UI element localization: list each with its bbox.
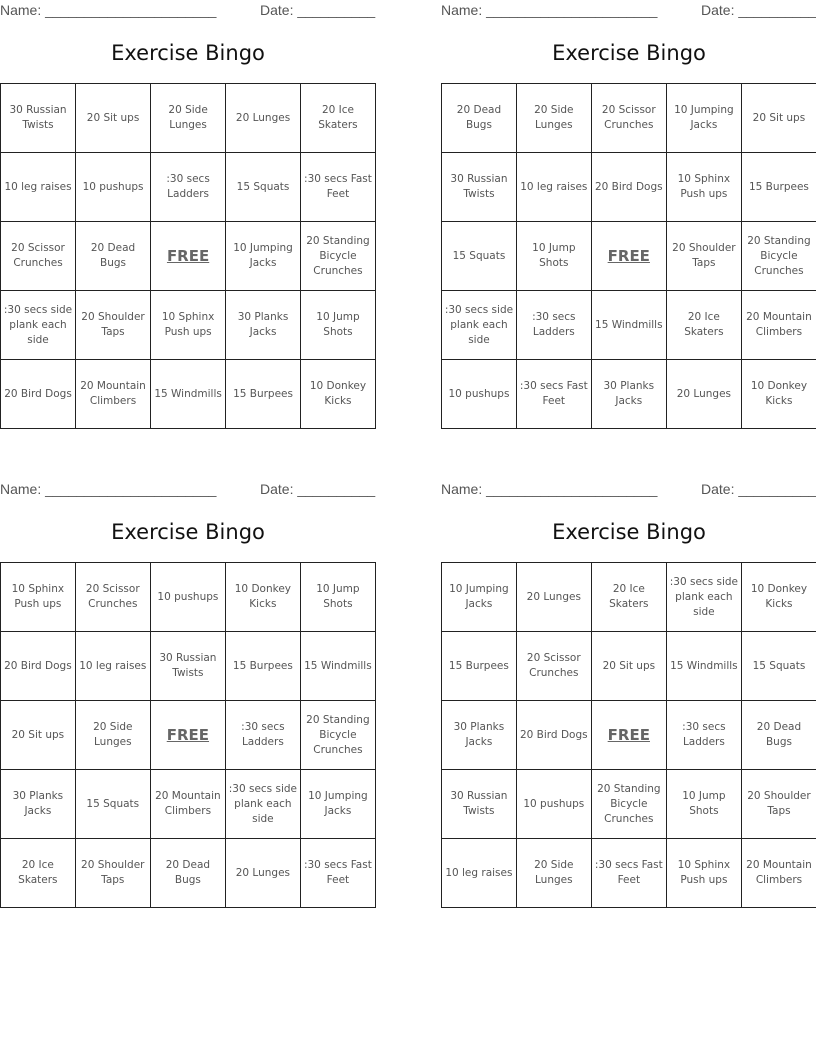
bingo-cell: 20 Lunges bbox=[666, 360, 741, 429]
bingo-cell: 20 Scissor Crunches bbox=[516, 632, 591, 701]
bingo-cell: 10 leg raises bbox=[1, 153, 76, 222]
bingo-cell: 10 leg raises bbox=[516, 153, 591, 222]
bingo-cell: 15 Burpees bbox=[225, 632, 300, 701]
bingo-cell: 15 Windmills bbox=[591, 291, 666, 360]
name-line: Name: ______________________ bbox=[441, 2, 658, 18]
bingo-cell: 10 Donkey Kicks bbox=[300, 360, 375, 429]
bingo-row bbox=[442, 770, 816, 839]
bingo-cell: 20 Bird Dogs bbox=[1, 360, 76, 429]
name-line: Name: ______________________ bbox=[441, 481, 658, 497]
bingo-row bbox=[1, 632, 376, 701]
bingo-cell: 20 Ice Skaters bbox=[300, 84, 375, 153]
bingo-cell: 20 Mountain Climbers bbox=[150, 770, 225, 839]
bingo-cell: :30 secs Fast Feet bbox=[300, 839, 375, 908]
name-line: Name: ______________________ bbox=[0, 2, 217, 18]
bingo-cell: 15 Squats bbox=[75, 770, 150, 839]
bingo-row bbox=[1, 563, 376, 632]
bingo-cell: :30 secs Ladders bbox=[516, 291, 591, 360]
bingo-cell: 10 Sphinx Push ups bbox=[1, 563, 76, 632]
bingo-cell: 10 leg raises bbox=[75, 632, 150, 701]
bingo-cell: :30 secs side plank each side bbox=[1, 291, 76, 360]
bingo-row bbox=[1, 770, 376, 839]
bingo-cell: 20 Lunges bbox=[516, 563, 591, 632]
card-title: Exercise Bingo bbox=[111, 41, 265, 65]
bingo-row bbox=[1, 360, 376, 429]
bingo-cell: 15 Squats bbox=[226, 153, 301, 222]
bingo-cell: 20 Standing Bicycle Crunches bbox=[591, 770, 666, 839]
bingo-cell: 10 pushups bbox=[76, 153, 151, 222]
bingo-cell: 10 Sphinx Push ups bbox=[666, 153, 741, 222]
bingo-cell: 15 Squats bbox=[442, 222, 517, 291]
bingo-row bbox=[442, 84, 816, 153]
bingo-cell: 20 Sit ups bbox=[76, 84, 151, 153]
bingo-cell: 15 Burpees bbox=[442, 632, 517, 701]
bingo-cell: 20 Ice Skaters bbox=[1, 839, 76, 908]
bingo-row bbox=[1, 839, 376, 908]
bingo-cell: 20 Sit ups bbox=[741, 84, 816, 153]
bingo-cell: 20 Shoulder Taps bbox=[666, 222, 741, 291]
card-header bbox=[0, 479, 376, 501]
bingo-card-4 bbox=[441, 479, 816, 886]
free-cell: FREE bbox=[151, 222, 226, 291]
bingo-cell: 30 Russian Twists bbox=[150, 632, 225, 701]
bingo-row bbox=[442, 360, 816, 429]
bingo-cell: 10 Jump Shots bbox=[666, 770, 741, 839]
bingo-row bbox=[1, 222, 376, 291]
bingo-row bbox=[442, 153, 816, 222]
bingo-cell: 30 Planks Jacks bbox=[1, 770, 76, 839]
bingo-cell: 10 pushups bbox=[442, 360, 517, 429]
bingo-cell: 10 leg raises bbox=[442, 839, 517, 908]
bingo-cell: 20 Bird Dogs bbox=[516, 701, 591, 770]
bingo-cell: 20 Standing Bicycle Crunches bbox=[741, 222, 816, 291]
bingo-cell: 20 Side Lunges bbox=[516, 839, 591, 908]
bingo-cell: 20 Side Lunges bbox=[151, 84, 226, 153]
bingo-cell: 10 Jump Shots bbox=[300, 563, 375, 632]
bingo-cell: 30 Planks Jacks bbox=[226, 291, 301, 360]
bingo-cell: 20 Mountain Climbers bbox=[741, 839, 816, 908]
card-title: Exercise Bingo bbox=[552, 520, 706, 544]
bingo-card-1 bbox=[0, 0, 376, 407]
bingo-cell: 20 Scissor Crunches bbox=[75, 563, 150, 632]
bingo-cell: 30 Russian Twists bbox=[1, 84, 76, 153]
bingo-cell: 20 Mountain Climbers bbox=[76, 360, 151, 429]
bingo-cell: 20 Bird Dogs bbox=[1, 632, 76, 701]
bingo-cell: 20 Sit ups bbox=[1, 701, 76, 770]
bingo-cell: 20 Scissor Crunches bbox=[591, 84, 666, 153]
bingo-cell: :30 secs side plank each side bbox=[442, 291, 517, 360]
bingo-cell: 20 Lunges bbox=[225, 839, 300, 908]
bingo-cell: 20 Mountain Climbers bbox=[741, 291, 816, 360]
bingo-cell: 10 Jumping Jacks bbox=[226, 222, 301, 291]
bingo-cell: 10 Sphinx Push ups bbox=[151, 291, 226, 360]
bingo-grid bbox=[0, 83, 376, 429]
bingo-cell: :30 secs Ladders bbox=[151, 153, 226, 222]
bingo-cell: 30 Russian Twists bbox=[442, 153, 517, 222]
bingo-cell: 20 Dead Bugs bbox=[442, 84, 517, 153]
card-title: Exercise Bingo bbox=[552, 41, 706, 65]
bingo-cell: 10 Donkey Kicks bbox=[741, 360, 816, 429]
bingo-card-3 bbox=[0, 479, 376, 886]
bingo-row bbox=[442, 701, 816, 770]
bingo-cell: 20 Dead Bugs bbox=[76, 222, 151, 291]
bingo-cell: :30 secs side plank each side bbox=[666, 563, 741, 632]
card-title: Exercise Bingo bbox=[111, 520, 265, 544]
free-cell: FREE bbox=[591, 701, 666, 770]
bingo-cell: 20 Side Lunges bbox=[516, 84, 591, 153]
bingo-row bbox=[442, 839, 816, 908]
bingo-cell: :30 secs Ladders bbox=[666, 701, 741, 770]
bingo-cell: 10 pushups bbox=[150, 563, 225, 632]
bingo-cell: 20 Ice Skaters bbox=[666, 291, 741, 360]
bingo-row bbox=[442, 632, 816, 701]
bingo-cell: :30 secs Fast Feet bbox=[591, 839, 666, 908]
bingo-cell: 20 Shoulder Taps bbox=[75, 839, 150, 908]
bingo-cell: 20 Shoulder Taps bbox=[76, 291, 151, 360]
bingo-row bbox=[1, 291, 376, 360]
bingo-cell: 20 Dead Bugs bbox=[150, 839, 225, 908]
card-header bbox=[0, 0, 376, 22]
bingo-row bbox=[1, 84, 376, 153]
bingo-cell: 15 Windmills bbox=[300, 632, 375, 701]
bingo-row bbox=[442, 291, 816, 360]
bingo-row bbox=[442, 563, 816, 632]
bingo-cell: 10 Donkey Kicks bbox=[225, 563, 300, 632]
bingo-cell: 20 Sit ups bbox=[591, 632, 666, 701]
bingo-row bbox=[442, 222, 816, 291]
bingo-cell: 15 Burpees bbox=[226, 360, 301, 429]
bingo-cell: 10 Jumping Jacks bbox=[666, 84, 741, 153]
bingo-cell: 15 Burpees bbox=[741, 153, 816, 222]
date-line: Date: __________ bbox=[701, 2, 816, 18]
card-header bbox=[441, 479, 816, 501]
bingo-cell: 20 Shoulder Taps bbox=[741, 770, 816, 839]
bingo-grid bbox=[441, 562, 816, 908]
bingo-cell: 30 Russian Twists bbox=[442, 770, 517, 839]
date-line: Date: __________ bbox=[701, 481, 816, 497]
bingo-cell: 10 Jumping Jacks bbox=[300, 770, 375, 839]
bingo-grid bbox=[441, 83, 816, 429]
bingo-card-2 bbox=[441, 0, 816, 407]
bingo-cell: :30 secs Fast Feet bbox=[516, 360, 591, 429]
date-line: Date: __________ bbox=[260, 481, 376, 497]
bingo-cell: 15 Windmills bbox=[151, 360, 226, 429]
bingo-cell: 20 Ice Skaters bbox=[591, 563, 666, 632]
bingo-cell: :30 secs Ladders bbox=[225, 701, 300, 770]
bingo-cell: 20 Side Lunges bbox=[75, 701, 150, 770]
free-cell: FREE bbox=[150, 701, 225, 770]
bingo-cell: 30 Planks Jacks bbox=[591, 360, 666, 429]
bingo-grid bbox=[0, 562, 376, 908]
bingo-row bbox=[1, 701, 376, 770]
bingo-cell: 20 Lunges bbox=[226, 84, 301, 153]
bingo-cell: 10 Jumping Jacks bbox=[442, 563, 517, 632]
bingo-cell: 15 Squats bbox=[741, 632, 816, 701]
bingo-cell: 10 Sphinx Push ups bbox=[666, 839, 741, 908]
bingo-cell: 30 Planks Jacks bbox=[442, 701, 517, 770]
bingo-cell: 20 Dead Bugs bbox=[741, 701, 816, 770]
bingo-cell: 20 Standing Bicycle Crunches bbox=[300, 701, 375, 770]
bingo-cell: 20 Bird Dogs bbox=[591, 153, 666, 222]
free-cell: FREE bbox=[591, 222, 666, 291]
bingo-cell: 10 Donkey Kicks bbox=[741, 563, 816, 632]
date-line: Date: __________ bbox=[260, 2, 376, 18]
bingo-cell: :30 secs side plank each side bbox=[225, 770, 300, 839]
card-header bbox=[441, 0, 816, 22]
bingo-row bbox=[1, 153, 376, 222]
bingo-cell: 10 pushups bbox=[516, 770, 591, 839]
bingo-cell: 20 Scissor Crunches bbox=[1, 222, 76, 291]
bingo-cell: :30 secs Fast Feet bbox=[300, 153, 375, 222]
bingo-cell: 20 Standing Bicycle Crunches bbox=[300, 222, 375, 291]
bingo-cell: 15 Windmills bbox=[666, 632, 741, 701]
name-line: Name: ______________________ bbox=[0, 481, 217, 497]
bingo-cell: 10 Jump Shots bbox=[516, 222, 591, 291]
bingo-cell: 10 Jump Shots bbox=[300, 291, 375, 360]
